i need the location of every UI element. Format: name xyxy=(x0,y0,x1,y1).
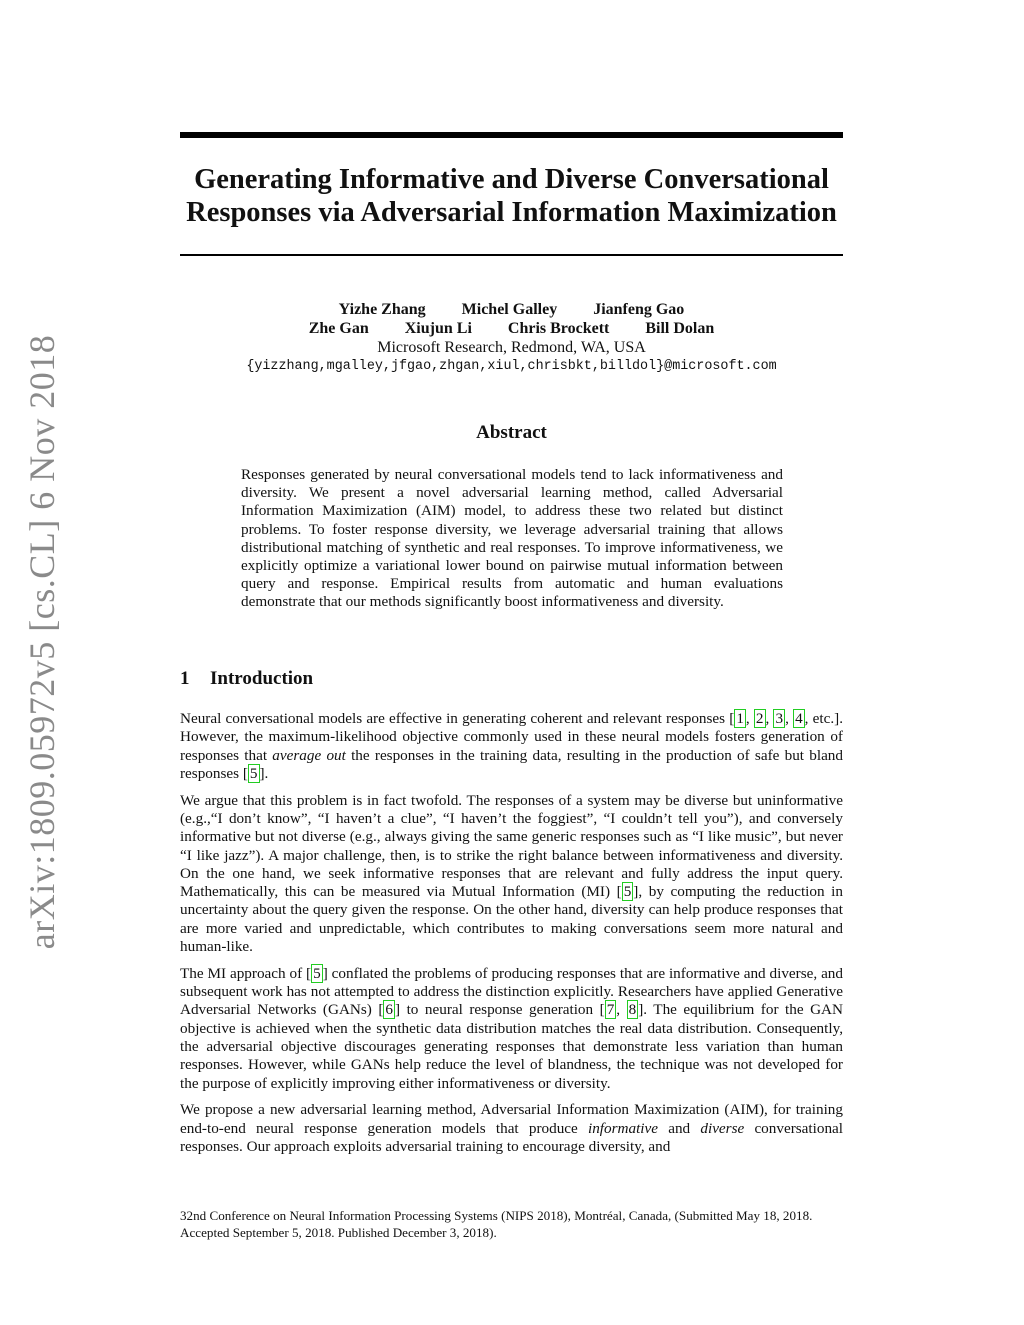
paragraph-2: We argue that this problem is in fact twofold. The responses of a system may be diverse but uninformative (e.g.,“I don’t know”, “I haven’t a clue”, “I haven’t the foggiest”, “I couldn’t tell you”), and conversely informative but not diverse (e.g., always giving the same generic responses such as “I like music”, but never “I like jazz”). A major challenge, then, is to strike the right balance between informativeness and diversity. On the one hand, we seek informative responses that are relevant and fully address the input query. Mathematically, this can be measured via Mutual Information (MI) [ 5 ], by computing the reduction in uncertainty about the query given the response. On the other hand, diversity can help produce responses that are more varied and unpredictable, which contributes to making conversations seem more natural and human-like. xyxy=(180,791,843,956)
paper-title: Generating Informative and Diverse Conversational Responses via Adversarial Information Maximization xyxy=(186,164,837,228)
title-top-rule xyxy=(180,132,843,138)
arxiv-id: arXiv:1809.05972v5 [cs.CL] 6 Nov 2018 xyxy=(22,334,62,950)
author-row-2 xyxy=(150,319,873,338)
citation-link[interactable]: 2 xyxy=(755,710,764,727)
author-name: Zhe Gan xyxy=(308,320,369,337)
author-name: Bill Dolan xyxy=(645,320,715,337)
section-heading-introduction xyxy=(180,668,313,690)
abstract-heading: Abstract xyxy=(476,422,547,443)
abstract-text: Responses generated by neural conversational models tend to lack informativeness and diversity. We present a novel adversarial learning method, called Adversarial Information Maximization (AIM) model, to address these two related but distinct problems. To foster response diversity, we leverage adversarial training that allows distributional matching of synthetic and real responses. To improve informativeness, we explicitly optimize a variational lower bound on pairwise mutual information between query and response. Empirical results from automatic and human evaluations demonstrate that our methods significantly boost informativeness and diversity. xyxy=(241,466,783,611)
author-name: Jianfeng Gao xyxy=(593,301,685,318)
citation-link[interactable]: 7 xyxy=(606,1001,615,1019)
paragraph-1: Neural conversational models are effective in generating coherent and relevant responses [ 1 , 2 , 3 , 4 , etc.]. However, the maximum-likelihood objective commonly used in these neural models fosters generation of responses that average out the responses in the training data, resulting in the production of safe but bland responses [ 5 ]. xyxy=(180,710,843,782)
author-name: Xiujun Li xyxy=(404,320,472,337)
author-name: Chris Brockett xyxy=(507,320,610,337)
author-emails: {yizzhang,mgalley,jfgao,zhgan,xiul,chrisbkt,billdol}@microsoft.com xyxy=(246,359,777,374)
citation-link[interactable]: 5 xyxy=(249,764,258,782)
citation-link[interactable]: 5 xyxy=(623,883,632,901)
section-title: Introduction xyxy=(210,668,314,689)
paragraph-4: We propose a new adversarial learning method, Adversarial Information Maximization (AIM), for training end-to-end neural response generation models that produce informative and diverse conversational responses. Our approach exploits adversarial training to encourage diversity, and xyxy=(180,1101,844,1156)
affiliation: Microsoft Research, Redmond, WA, USA xyxy=(377,339,646,356)
author-name: Yizhe Zhang xyxy=(338,301,426,318)
citation-link[interactable]: 8 xyxy=(628,1001,637,1019)
author-block xyxy=(150,300,873,376)
citation-link[interactable]: 1 xyxy=(736,710,744,727)
author-row-1 xyxy=(150,300,873,319)
introduction-body xyxy=(180,710,843,1165)
section-number: 1 xyxy=(180,668,190,689)
citation-link[interactable]: 3 xyxy=(775,710,784,727)
citation-link[interactable]: 4 xyxy=(795,710,803,727)
citation-link[interactable]: 5 xyxy=(313,964,321,982)
author-name: Michel Galley xyxy=(461,301,558,318)
citation-link[interactable]: 6 xyxy=(385,1001,394,1019)
title-bottom-rule xyxy=(180,254,843,256)
conference-footnote: 32nd Conference on Neural Information Processing Systems (NIPS 2018), Montréal, Canada, (Submitted May 18, 2018. Accepted September 5, 2018. Published December 3, 2018). xyxy=(180,1208,813,1240)
paragraph-3: The MI approach of [ 5 ] conflated the problems of producing responses that are informative and diverse, and subsequent work has not attempted to address the distinction explicitly. Researchers have applied Generative Adversarial Networks (GANs) [ 6 ] to neural response generation [ 7 , 8 ]. The equilibrium for the GAN objective is achieved when the synthetic data distribution matches the real data distribution. Consequently, the adversarial objective discourages generating responses that demonstrate less variation than human responses. However, while GANs help reduce the level of blandness, the technique was not developed for the purpose of explicitly improving either informativeness or diversity. xyxy=(180,964,843,1092)
